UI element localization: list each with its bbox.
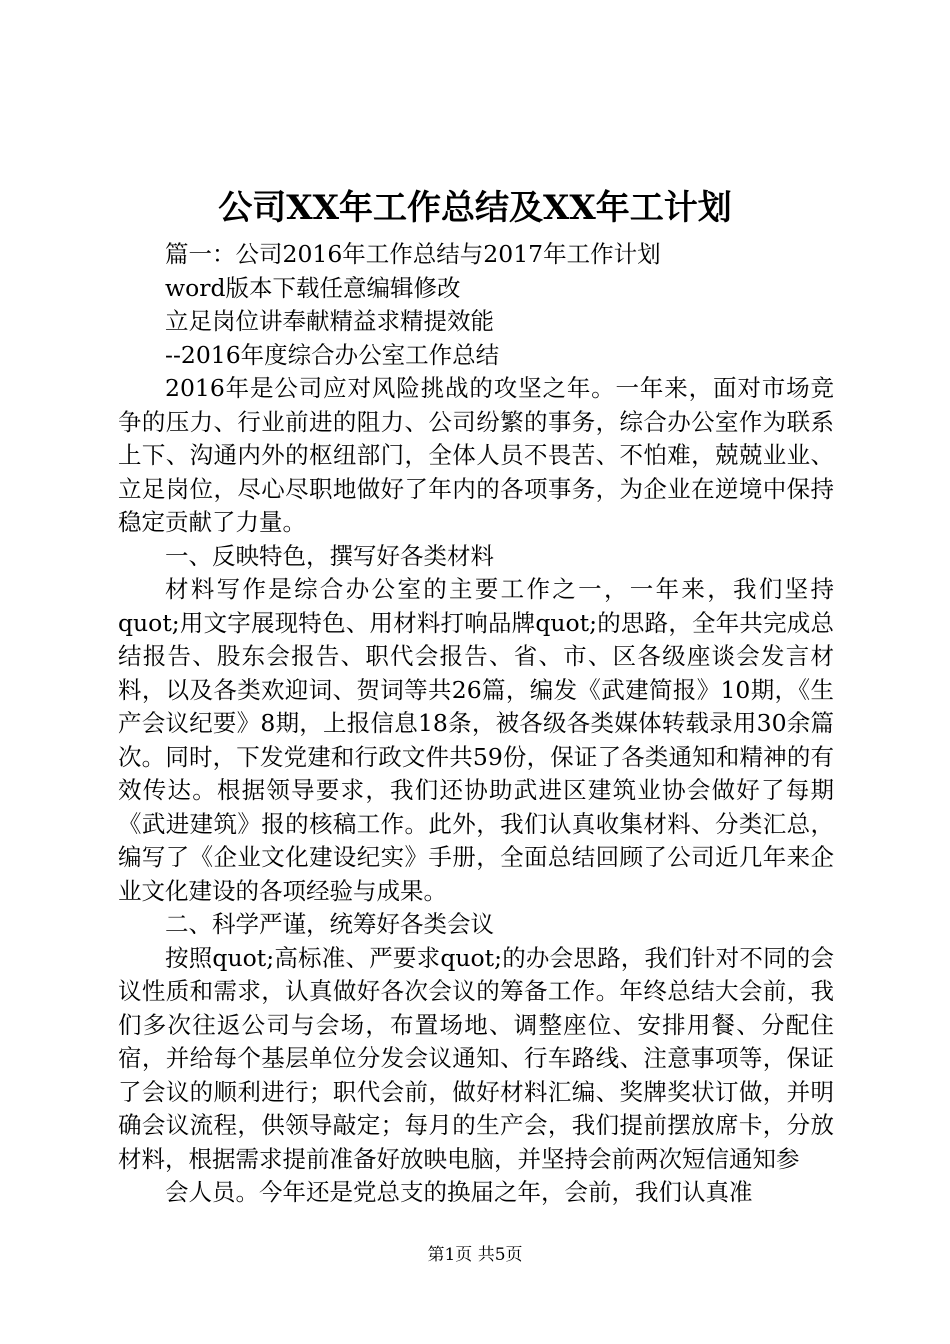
paragraph-theme: 立足岗位讲奉献精益求精提效能	[165, 307, 494, 335]
paragraph-meetings: 按照quot;高标准、严要求quot;的办会思路，我们针对不同的会议性质和需求，认真做好各次会议的筹备工作。年终总结大会前，我们多次往返公司与会场，布置场地、调整座位、安排用餐、分配住宿，并给每个基层单位分发会议通知、行车路线、注意事项等，保证了会议的顺利进行；职代会前，做好材料汇编、奖牌奖状订做，并明确会议流程，供领导敲定；每月的生产会，我们提前摆放席卡，分放材料，根据需求提前准备好放映电脑，并坚持会前两次短信通知参	[118, 943, 834, 1173]
document-title: 公司XX年工作总结及XX年工计划	[218, 188, 732, 228]
document-body	[118, 238, 834, 1210]
page-footer: 第1页 共5页	[427, 1245, 523, 1265]
paragraph-intro: 2016年是公司应对风险挑战的攻坚之年。一年来，面对市场竞争的压力、行业前进的阻力、公司纷繁的事务，综合办公室作为联系上下、沟通内外的枢纽部门，全体人员不畏苦、不怕难，兢兢业业、立足岗位，尽心尽职地做好了年内的各项事务，为企业在逆境中保持稳定贡献了力量。	[118, 374, 834, 536]
paragraph-continued: 会人员。今年还是党总支的换届之年，会前，我们认真准	[165, 1178, 753, 1206]
paragraph-word-note: word版本下载任意编辑修改	[165, 273, 461, 302]
paragraph-subtitle: 篇一：公司2016年工作总结与2017年工作计划	[165, 240, 661, 268]
section-heading-meetings: 二、科学严谨，统筹好各类会议	[165, 910, 494, 938]
paragraph-materials: 材料写作是综合办公室的主要工作之一，一年来，我们坚持quot;用文字展现特色、用材料打响品牌quot;的思路，全年共完成总结报告、股东会报告、职代会报告、省、市、区各级座谈会发言材料，以及各类欢迎词、贺词等共26篇，编发《武建简报》10期，《生产会议纪要》8期，上报信息18条，被各级各类媒体转载录用30余篇次。同时，下发党建和行政文件共59份，保证了各类通知和精神的有效传达。根据领导要求，我们还协助武进区建筑业协会做好了每期《武进建筑》报的核稿工作。此外，我们认真收集材料、分类汇总，编写了《企业文化建设纪实》手册，全面总结回顾了公司近几年来企业文化建设的各项经验与成果。	[118, 575, 834, 905]
section-heading-materials: 一、反映特色，撰写好各类材料	[165, 541, 494, 570]
paragraph-report-name: --2016年度综合办公室工作总结	[165, 340, 500, 369]
